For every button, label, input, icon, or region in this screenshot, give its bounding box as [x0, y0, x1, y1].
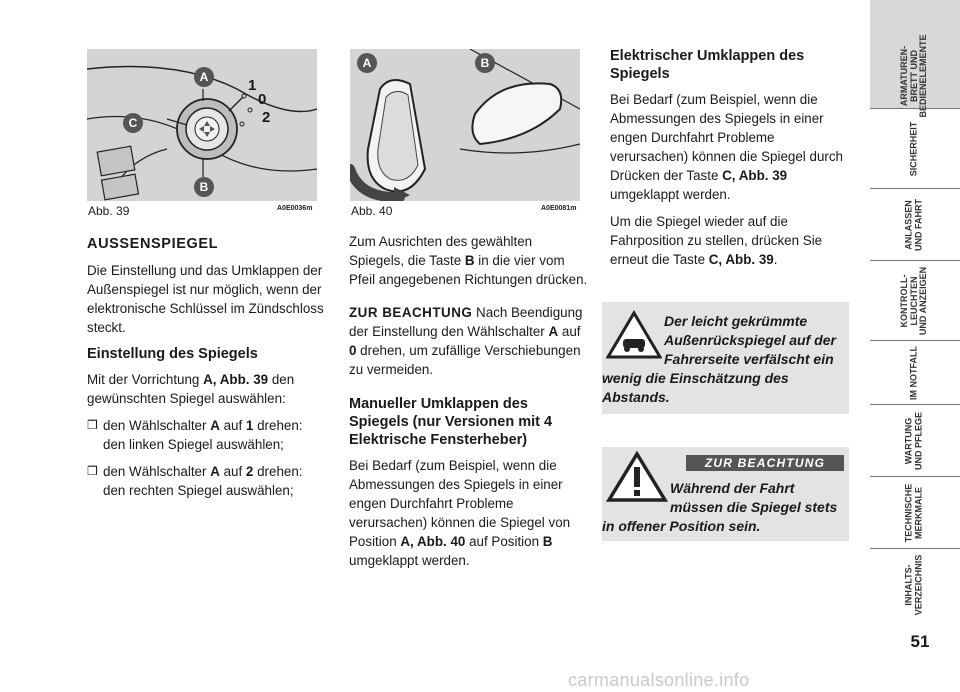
- mirror-note-box: [602, 302, 849, 414]
- mirror-note-text: Der leicht gekrümmte Außenrückspiegel auf der Fahrerseite verfälscht ein wenig die Einschätzung des Abstands.: [602, 313, 836, 405]
- tab-label: WARTUNG UND PFLEGE: [903, 411, 923, 471]
- chapter-tabs: [870, 0, 960, 692]
- position-1-label: 1: [248, 77, 257, 94]
- figure-40: [350, 49, 580, 201]
- figure-40-code: A0E0081m: [541, 205, 577, 212]
- manual-fold-paragraph: Bei Bedarf (zum Beispiel, wenn die Abmessungen des Spiegels in einer engen Durchfahrt Probleme verursachen) können die Spiegel von Position A, Abb. 40 auf Position B umgeklappt werden.: [349, 458, 571, 568]
- tab-label: ARMATUREN- BRETT UND BEDIENELEMENTE: [898, 34, 928, 118]
- tab-label: TECHNISCHE MERKMALE: [903, 483, 923, 543]
- page-number: 51: [910, 632, 930, 651]
- mirror-fold-illustration: [350, 49, 580, 201]
- adjust-paragraph: Zum Ausrichten des gewählten Spiegels, die Taste B in die vier vom Pfeil angegebenen Richtungen drücken.: [349, 234, 588, 287]
- tab-label: ANLASSEN UND FAHRT: [903, 199, 923, 251]
- warning-label: ZUR BEACHTUNG: [686, 455, 844, 471]
- tab-im-notfall[interactable]: [870, 340, 960, 404]
- electric-fold-paragraph: Bei Bedarf (zum Beispiel, wenn die Abmessungen des Spiegels in einer engen Durchfahrt Probleme verursachen) können die Spiegel durch Drücken der Taste C, Abb. 39 umgeklappt werden.: [610, 92, 843, 202]
- position-a-badge: A: [357, 53, 377, 73]
- tab-label: SICHERHEIT: [908, 121, 919, 177]
- tab-label: INHALTS- VERZEICHNIS: [903, 554, 923, 616]
- figure-39-caption: Abb. 39: [88, 204, 130, 218]
- figure-39: [87, 49, 317, 201]
- tab-label: KONTROLL- LEUCHTEN UND ANZEIGEN: [898, 266, 928, 336]
- tab-technische-merkmale[interactable]: [870, 476, 960, 548]
- intro-paragraph: Die Einstellung und das Umklappen der Außenspiegel ist nur möglich, wenn der elektronische Schlüssel im Zündschloss steckt.: [87, 263, 324, 335]
- tab-wartung[interactable]: [870, 404, 960, 476]
- figure-40-caption: Abb. 40: [351, 204, 393, 218]
- column-3: [610, 47, 850, 277]
- restore-paragraph: Um die Spiegel wieder auf die Fahrposition zu stellen, drücken Sie erneut die Taste C, Abb. 39.: [610, 214, 823, 267]
- checkbox-bullet-icon: ❒: [87, 464, 98, 478]
- warning-note-box: [602, 447, 849, 541]
- position-0-label: 0: [258, 91, 267, 108]
- warning-note-text: Während der Fahrt müssen die Spiegel stets in offener Position sein.: [602, 480, 838, 534]
- tab-armaturenbrett[interactable]: [870, 0, 960, 118]
- tab-inhaltsverzeichnis[interactable]: [870, 548, 960, 620]
- column-1: [87, 235, 325, 508]
- manual-fold-heading: Manueller Umklappen des Spiegels (nur Versionen mit 4 Elektrische Fensterheber): [349, 396, 553, 448]
- sub-heading: Einstellung des Spiegels: [87, 346, 258, 362]
- tab-label: IM NOTFALL: [908, 346, 919, 400]
- tab-kontrollleuchten[interactable]: [870, 260, 960, 340]
- position-2-label: 2: [262, 109, 271, 126]
- section-heading: AUSSENSPIEGEL: [87, 236, 219, 252]
- label-c-badge: C: [123, 113, 143, 133]
- checkbox-bullet-icon: ❒: [87, 418, 98, 432]
- label-b-badge: B: [194, 177, 214, 197]
- figure-39-code: A0E0036m: [277, 205, 313, 212]
- position-b-badge: B: [475, 53, 495, 73]
- list-item: ❒ den Wählschalter A auf 2 drehen: den rechten Spiegel auswählen;: [87, 464, 303, 498]
- inline-note: ZUR BEACHTUNG Nach Beendigung der Einstellung den Wählschalter A auf 0 drehen, um zufällige Verschiebungen zu vermeiden.: [349, 305, 583, 377]
- electric-fold-heading: Elektrischer Umklappen des Spiegels: [610, 48, 805, 82]
- tab-anlassen[interactable]: [870, 188, 960, 260]
- label-a-badge: A: [194, 67, 214, 87]
- list-item: ❒ den Wählschalter A auf 1 drehen: den linken Spiegel auswählen;: [87, 418, 303, 452]
- tab-sicherheit[interactable]: [870, 108, 960, 188]
- column-2: [349, 232, 589, 578]
- select-paragraph: Mit der Vorrichtung A, Abb. 39 den gewünschten Spiegel auswählen:: [87, 372, 295, 406]
- watermark: carmanualsonline.info: [568, 670, 750, 690]
